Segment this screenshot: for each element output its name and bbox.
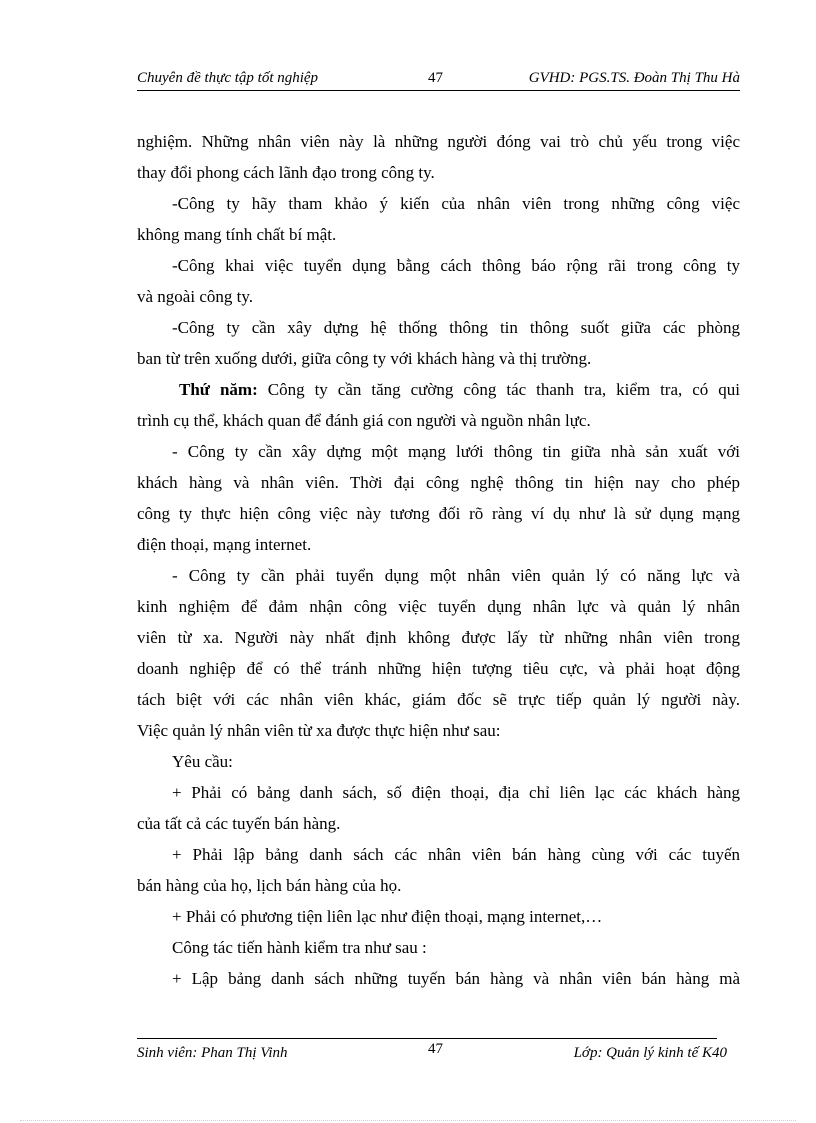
text-line: + Phải có phương tiện liên lạc như điện thoại, mạng internet,…: [172, 907, 603, 926]
text-run: Công ty cần tăng cường công tác thanh tra, kiểm tra, có qui: [257, 380, 740, 399]
text-line: Yêu cầu:: [172, 752, 233, 771]
text-line: viên từ xa. Người này nhất định không được lấy từ những nhân viên trong: [137, 628, 740, 647]
footer-page-number: 47: [428, 1041, 443, 1057]
text-line: + Phải lập bảng danh sách các nhân viên bán hàng cùng với các tuyến: [172, 845, 740, 864]
text-line: -Công ty hãy tham khảo ý kiến của nhân viên trong những công việc: [172, 194, 740, 213]
text-line: + Phải có bảng danh sách, số điện thoại, địa chỉ liên lạc các khách hàng: [172, 783, 740, 802]
header-title: Chuyên đề thực tập tốt nghiệp: [137, 70, 319, 86]
header-page-number: 47: [428, 70, 443, 86]
page-header: [137, 68, 740, 91]
text-line: + Lập bảng danh sách những tuyến bán hàng và nhân viên bán hàng mà: [172, 969, 740, 988]
text-line: Việc quản lý nhân viên từ xa được thực hiện như sau:: [137, 721, 501, 740]
header-supervisor: GVHD: PGS.TS. Đoàn Thị Thu Hà: [528, 70, 740, 86]
text-line: ban từ trên xuống dưới, giữa công ty với khách hàng và thị trường.: [137, 349, 592, 368]
text-line: -Công ty cần xây dựng hệ thống thông tin thông suốt giữa các phòng: [172, 318, 740, 337]
text-line: tách biệt với các nhân viên khác, giám đốc sẽ trực tiếp quản lý người này.: [137, 690, 740, 709]
footer-class: Lớp: Quản lý kinh tế K40: [573, 1045, 727, 1061]
text-line: của tất cả các tuyến bán hàng.: [137, 814, 341, 833]
section-heading: Thứ năm:: [179, 380, 258, 399]
footer-divider: [137, 1038, 717, 1039]
text-line: -Công khai việc tuyển dụng bằng cách thông báo rộng rãi trong công ty: [172, 256, 740, 275]
text-line: không mang tính chất bí mật.: [137, 225, 337, 244]
text-line: - Công ty cần phải tuyển dụng một nhân viên quản lý có năng lực và: [172, 566, 740, 585]
text-line: điện thoại, mạng internet.: [137, 535, 312, 554]
text-line: bán hàng của họ, lịch bán hàng của họ.: [137, 876, 402, 895]
text-line: công ty thực hiện công việc này tương đối rõ ràng ví dụ như là sử dụng mạng: [137, 504, 740, 523]
text-line: Công tác tiến hành kiểm tra như sau :: [172, 938, 427, 957]
text-line: nghiệm. Những nhân viên này là những người đóng vai trò chủ yếu trong việc: [137, 132, 740, 151]
text-line: trình cụ thể, khách quan để đánh giá con người và nguồn nhân lực.: [137, 411, 591, 430]
text-line: [137, 378, 740, 402]
page-edge-divider: [20, 1120, 796, 1121]
text-line: doanh nghiệp để có thể tránh những hiện tượng tiêu cực, và phải hoạt động: [137, 659, 740, 678]
text-line: kinh nghiệm để đảm nhận công việc tuyển dụng nhân lực và quản lý nhân: [137, 597, 740, 616]
text-line: - Công ty cần xây dựng một mạng lưới thông tin giữa nhà sản xuất với: [172, 442, 740, 461]
text-line: và ngoài công ty.: [137, 287, 253, 306]
text-line: thay đổi phong cách lãnh đạo trong công ty.: [137, 163, 435, 182]
footer-student: Sinh viên: Phan Thị Vinh: [137, 1045, 288, 1061]
text-line: khách hàng và nhân viên. Thời đại công nghệ thông tin hiện nay cho phép: [137, 473, 740, 492]
page-footer: [137, 1043, 740, 1065]
